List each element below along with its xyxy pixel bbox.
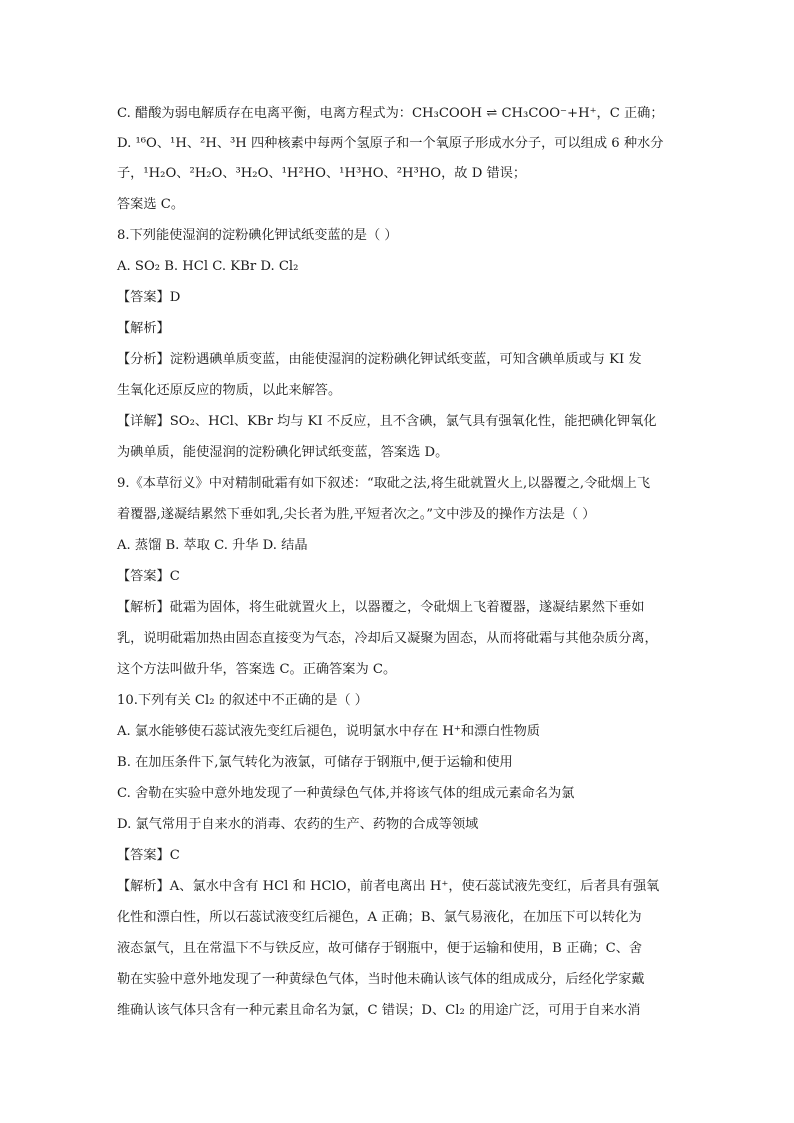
text-line: 【分析】淀粉遇碘单质变蓝，由能使湿润的淀粉碘化钾试纸变蓝，可知含碘单质或与 KI 发 — [117, 352, 642, 367]
text-line: C. 醋酸为弱电解质存在电离平衡，电离方程式为：CH₃COOH ⇌ CH₃COO⁻+H⁺，C 正确； — [117, 106, 664, 121]
text-line: 为碘单质，能使湿润的淀粉碘化钾试纸变蓝，答案选 D。 — [117, 445, 449, 460]
answer-label: 【答案】D — [117, 290, 181, 305]
text-line: 化性和漂白性，所以石蕊试液变红后褪色，A 正确；B、氯气易液化，在加压下可以转化为 — [117, 910, 642, 925]
text-line: 【解析】A、氯水中含有 HCl 和 HClO，前者电离出 H⁺，使石蕊试液先变红，后者具有强氧 — [117, 879, 660, 894]
choice-a: A. 氯水能够使石蕊试液先变红后褪色，说明氯水中存在 H⁺和漂白性物质 — [117, 724, 540, 739]
analysis-label: 【解析】 — [117, 321, 170, 336]
text-line: 乳，说明砒霜加热由固态直接变为气态，冷却后又凝聚为固态，从而将砒霜与其他杂质分离， — [117, 631, 658, 646]
question-8-stem: 8.下列能使湿润的淀粉碘化钾试纸变蓝的是（ ） — [117, 228, 398, 243]
text-line: 维确认该气体只含有一种元素且命名为氯，C 错误；D、Cl₂ 的用途广泛，可用于自来水消 — [117, 1003, 641, 1018]
choice-b: B. 在加压条件下,氯气转化为液氯，可储存于钢瓶中,便于运输和使用 — [117, 755, 513, 770]
text-line: 这个方法叫做升华，答案选 C。正确答案为 C。 — [117, 662, 397, 677]
text-line: D. ¹⁶O、¹H、²H、³H 四种核素中每两个氢原子和一个氧原子形成水分子，可以组成 6 种水分 — [117, 136, 664, 151]
text-line: 答案选 C。 — [117, 197, 185, 212]
text-line: 子，¹H₂O、²H₂O、³H₂O、¹H²HO、¹H³HO、²H³HO，故 D 错误； — [117, 166, 527, 181]
question-8-choices: A. SO₂ B. HCl C. KBr D. Cl₂ — [117, 259, 299, 274]
text-line: 着覆器,遂凝结累然下垂如乳,尖长者为胜,平短者次之。”文中涉及的操作方法是（ ） — [117, 507, 596, 522]
text-line: 液态氯气，且在常温下不与铁反应，故可储存于钢瓶中，便于运输和使用，B 正确；C、舍 — [117, 941, 643, 956]
text-line: 【详解】SO₂、HCl、KBr 均与 KI 不反应，且不含碘，氯气具有强氧化性，能把碘化钾氧化 — [117, 414, 657, 429]
question-9-choices: A. 蒸馏 B. 萃取 C. 升华 D. 结晶 — [117, 538, 308, 553]
question-10-stem: 10.下列有关 Cl₂ 的叙述中不正确的是（ ） — [117, 693, 368, 708]
choice-c: C. 舍勒在实验中意外地发现了一种黄绿色气体,并将该气体的组成元素命名为氯 — [117, 786, 575, 801]
text-line: 生氧化还原反应的物质，以此来解答。 — [117, 383, 342, 398]
text-line: 勒在实验中意外地发现了一种黄绿色气体，当时他未确认该气体的组成成分，后经化学家戴 — [117, 972, 645, 987]
text-line: 【解析】砒霜为固体，将生砒就置火上，以器覆之，令砒烟上飞着覆器，遂凝结累然下垂如 — [117, 600, 645, 615]
answer-label: 【答案】C — [117, 569, 180, 584]
choice-d: D. 氯气常用于自来水的消毒、农药的生产、药物的合成等领域 — [117, 817, 479, 832]
answer-label: 【答案】C — [117, 848, 180, 863]
question-9-stem: 9.《本草衍义》中对精制砒霜有如下叙述：“取砒之法,将生砒就置火上,以器覆之,令砒烟上飞 — [117, 476, 651, 491]
